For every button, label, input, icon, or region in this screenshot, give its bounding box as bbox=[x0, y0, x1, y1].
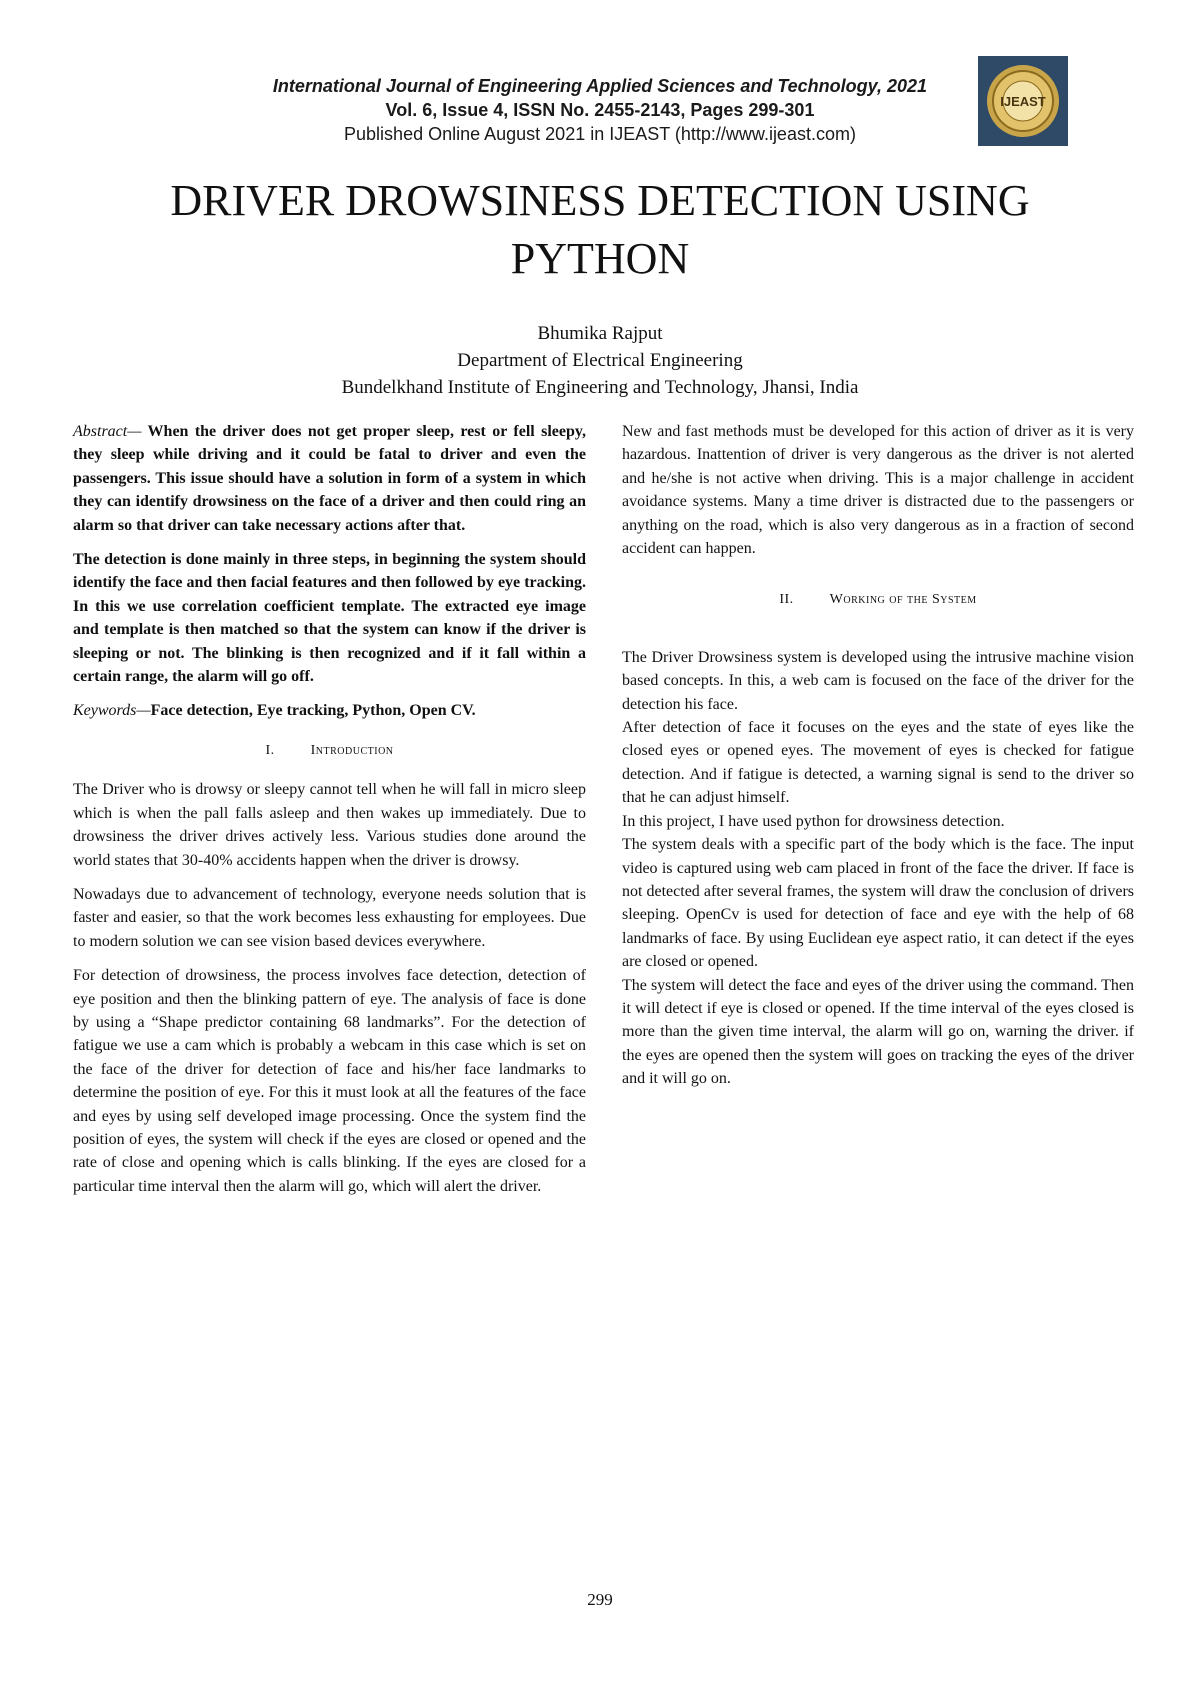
intro-paragraph-3: For detection of drowsiness, the process involves face detection, detection of eye position and then the blinking pattern of eye. The analysis of face is done by using a “Shape predictor containing 68 landmarks”. For the detection of fatigue we use a cam which is probably a webcam in this case which is set on the face of the driver for detection of face and his/her face landmarks to determine the position of eye. For this it must look at all the features of the face and eyes by using self developed image processing. Once the system find the position of eyes, the system will check if the eyes are closed or opened and the rate of close and opening which is calls blinking. If the eyes are closed for a particular time interval then the alarm will go, which will alert the driver. bbox=[73, 967, 586, 1195]
working-paragraph-4: The system deals with a specific part of the body which is the face. The input video is captured using web cam placed in front of the face the driver. If face is not detected after several frames, the system will draw the conclusion of drivers sleeping. OpenCv is used for detection of face and eye with the help of 68 landmarks of face. By using Euclidean eye aspect ratio, it can detect if the eyes are closed or opened. bbox=[622, 836, 1134, 971]
section-heading-working bbox=[622, 588, 1134, 611]
ijeast-logo bbox=[978, 56, 1068, 146]
keywords-text: Face detection, Eye tracking, Python, Open CV. bbox=[150, 702, 476, 720]
keywords-paragraph bbox=[73, 699, 586, 722]
section-title: Working of the System bbox=[829, 592, 977, 608]
abstract-label: Abstract— bbox=[73, 423, 142, 440]
page-number: 299 bbox=[587, 1590, 613, 1609]
section-number: II. bbox=[779, 592, 794, 608]
author-department: Department of Electrical Engineering bbox=[457, 350, 743, 371]
logo-text: IJEAST bbox=[1000, 94, 1046, 109]
abstract-text-1: When the driver does not get proper sleep, rest or fell sleepy, they sleep while driving and it could be fatal to driver and even the passengers. This issue should have a solution in form of a system in which they can identify drowsiness on the face of a driver and then could ring an alarm so that driver can take necessary actions after that. bbox=[73, 423, 586, 534]
abstract-paragraph bbox=[73, 420, 586, 537]
working-paragraph-2: After detection of face it focuses on the eyes and the state of eyes like the closed eyes or opened eyes. The movement of eyes is checked for fatigue detection. And if fatigue is detected, a warning signal is send to the driver so that he can adjust himself. bbox=[622, 719, 1134, 807]
author-institute: Bundelkhand Institute of Engineering and Technology, Jhansi, India bbox=[341, 377, 859, 398]
section-number: I. bbox=[265, 742, 275, 758]
paper-title: DRIVER DROWSINESS DETECTION USING PYTHON bbox=[170, 176, 1030, 283]
journal-name: International Journal of Engineering Applied Sciences and Technology, 2021 bbox=[272, 76, 928, 96]
right-column bbox=[622, 420, 1134, 1091]
section-title: Introduction bbox=[310, 742, 394, 758]
intro-paragraph-1: The Driver who is drowsy or sleepy cannot tell when he will fall in micro sleep which is when the pall falls asleep and then wakes up immediately. Due to drowsiness the driver drives actively less. Various studies done around the world states that 30-40% accidents happen when the driver is drowsy. bbox=[73, 781, 586, 869]
journal-published: Published Online August 2021 in IJEAST (http://www.ijeast.com) bbox=[344, 124, 856, 144]
author-block bbox=[0, 320, 1200, 401]
keywords-label: Keywords— bbox=[73, 702, 151, 720]
left-column bbox=[73, 420, 586, 1209]
section-heading-intro bbox=[73, 739, 586, 762]
journal-volume: Vol. 6, Issue 4, ISSN No. 2455-2143, Pages 299-301 bbox=[385, 100, 815, 120]
author-name: Bhumika Rajput bbox=[537, 323, 663, 344]
intro-paragraph-4: New and fast methods must be developed for this action of driver as it is very hazardous. Inattention of driver is very dangerous as the driver is not alerted and he/she is not active when driving. This is a major challenge in accident avoidance systems. Many a time driver is distracted due to the passengers or anything on the road, which is also very dangerous as in a fraction of second accident can happen. bbox=[622, 423, 1134, 558]
abstract-text-2: The detection is done mainly in three steps, in beginning the system should identify the face and then facial features and then followed by eye tracking. In this we use correlation coefficient template. The extracted eye image and template is then matched so that the system can know if the driver is sleeping or not. The blinking is then recognized and if it fall within a certain range, the alarm will go off. bbox=[73, 551, 586, 686]
working-paragraph-3: In this project, I have used python for drowsiness detection. bbox=[622, 812, 1005, 830]
working-paragraph-1: The Driver Drowsiness system is developed using the intrusive machine vision based concepts. In this, a web cam is focused on the face of the driver for the detection his face. bbox=[622, 648, 1134, 713]
intro-paragraph-2: Nowadays due to advancement of technology, everyone needs solution that is faster and easier, so that the work becomes less exhausting for employees. Due to modern solution we can see vision based devices everywhere. bbox=[73, 885, 586, 950]
working-paragraph-5: The system will detect the face and eyes of the driver using the command. Then it will detect if eye is closed or opened. If the time interval of the eyes closed is more than the given time interval, the alarm will go on, warning the driver. if the eyes are opened then the system will goes on tracking the eyes of the driver and it will go on. bbox=[622, 976, 1134, 1088]
